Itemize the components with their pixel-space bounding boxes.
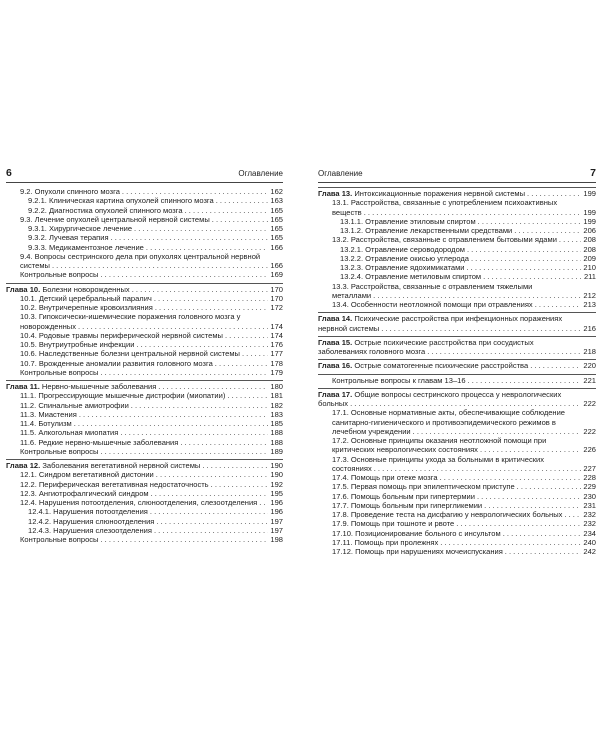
entry-text: 13.1.2. Отравление лекарственными средствами bbox=[340, 226, 513, 235]
entry-text: 12.2. Периферическая вегетативная недостаточность bbox=[20, 479, 209, 489]
toc-page-number: 197 bbox=[270, 525, 283, 535]
toc-entry-title bbox=[340, 254, 596, 263]
toc-entry-title bbox=[332, 408, 596, 436]
entry-text: 17.2. Основные принципы оказания неотложной помощи при критических неврологических состояниях bbox=[332, 436, 547, 455]
toc-entry-title bbox=[6, 461, 283, 470]
toc-entry bbox=[6, 294, 283, 303]
entry-text: 11.4. Ботулизм bbox=[20, 419, 72, 428]
toc-page-number: 206 bbox=[583, 226, 596, 235]
toc-entry-title bbox=[20, 535, 283, 544]
right-page-header bbox=[318, 166, 596, 183]
entry-text: 17.5. Первая помощь при эпилептическом приступе bbox=[332, 482, 515, 492]
toc-entry-title bbox=[332, 198, 596, 217]
toc-entry bbox=[6, 349, 283, 358]
entry-text: 10.6. Наследственные болезни центральной нервной системы bbox=[20, 349, 240, 359]
entry-text: Психические расстройства при инфекционных поражениях нервной системы bbox=[318, 314, 563, 333]
toc-entry bbox=[318, 226, 596, 235]
toc-page-number: 209 bbox=[583, 253, 596, 263]
toc-entry bbox=[318, 235, 596, 244]
entry-text: 10.7. Врожденные аномалии развития головного мозга bbox=[20, 358, 213, 368]
toc-page-number: 163 bbox=[270, 196, 283, 206]
toc-entry-title bbox=[20, 498, 283, 507]
toc-entry-title bbox=[28, 196, 283, 205]
toc-entry-title bbox=[20, 391, 283, 400]
right-running-title: Оглавление bbox=[318, 169, 363, 178]
chapter-label: Глава 13. bbox=[318, 189, 353, 198]
toc-page-number: 208 bbox=[583, 244, 596, 254]
entry-text: 12.4.2. Нарушения слюноотделения bbox=[28, 516, 155, 526]
toc-entry bbox=[6, 507, 283, 516]
toc-entry-title bbox=[332, 436, 596, 455]
toc-entry bbox=[318, 217, 596, 226]
toc-entry-title bbox=[20, 447, 283, 456]
toc-entry-title bbox=[332, 501, 596, 510]
toc-page-number: 174 bbox=[270, 330, 283, 340]
toc-entry bbox=[318, 272, 596, 281]
toc-page-number: 196 bbox=[270, 498, 283, 507]
toc-entry-title bbox=[20, 401, 283, 410]
toc-entry bbox=[318, 282, 596, 301]
toc-page-number: 188 bbox=[270, 428, 283, 438]
toc-page-number: 212 bbox=[583, 290, 596, 300]
toc-entry bbox=[318, 510, 596, 519]
chapter-label: Глава 16. bbox=[318, 361, 353, 371]
right-toc-list bbox=[318, 187, 596, 556]
toc-page-number: 232 bbox=[583, 510, 596, 519]
entry-text: 13.2.2. Отравление окисью углерода bbox=[340, 253, 469, 263]
toc-page-number: 218 bbox=[583, 347, 596, 356]
entry-text: 11.2. Спинальные амиотрофии bbox=[20, 400, 129, 410]
toc-entry bbox=[6, 368, 283, 377]
toc-entry bbox=[318, 538, 596, 547]
toc-entry-title bbox=[332, 455, 596, 474]
toc-page-number: 166 bbox=[270, 242, 283, 252]
toc-page-number: 177 bbox=[270, 349, 283, 359]
toc-entry bbox=[6, 438, 283, 447]
entry-text: Болезни новорожденных bbox=[42, 284, 130, 294]
toc-entry bbox=[6, 359, 283, 368]
toc-chapter-entry bbox=[318, 312, 596, 333]
toc-entry bbox=[6, 498, 283, 507]
toc-entry-title bbox=[28, 526, 283, 535]
chapter-label: Глава 15. bbox=[318, 337, 353, 347]
entry-text: 12.1. Синдром вегетативной дистонии bbox=[20, 470, 154, 480]
toc-page-number: 213 bbox=[583, 300, 596, 309]
toc-entry-title bbox=[332, 473, 596, 482]
toc-entry-title bbox=[332, 235, 596, 244]
toc-entry-title bbox=[20, 359, 283, 368]
toc-page-number: 234 bbox=[583, 528, 596, 538]
toc-page-number: 165 bbox=[270, 233, 283, 243]
entry-text: 17.11. Помощь при пролежнях bbox=[332, 537, 439, 547]
toc-chapter-entry bbox=[6, 283, 283, 294]
toc-page-number: 192 bbox=[270, 479, 283, 489]
entry-text: 17.9. Помощь при тошноте и рвоте bbox=[332, 519, 455, 529]
toc-entry-title bbox=[318, 314, 596, 333]
toc-entry-title bbox=[28, 507, 283, 516]
toc-entry bbox=[6, 470, 283, 479]
entry-text: 13.4. Особенности неотложной помощи при отравлениях bbox=[332, 300, 533, 309]
chapter-label: Глава 11. bbox=[6, 382, 40, 391]
toc-entry bbox=[318, 482, 596, 491]
entry-text: Заболевания вегетативной нервной системы bbox=[42, 461, 201, 470]
toc-page-number: 176 bbox=[270, 340, 283, 349]
toc-entry bbox=[6, 480, 283, 489]
toc-page-number: 199 bbox=[583, 207, 596, 217]
toc-entry-title bbox=[318, 390, 596, 409]
toc-page-number: 188 bbox=[270, 437, 283, 447]
toc-page-number: 242 bbox=[583, 547, 596, 556]
toc-page-number: 190 bbox=[270, 470, 283, 480]
toc-entry bbox=[6, 233, 283, 242]
toc-entry-title bbox=[28, 233, 283, 242]
toc-entry bbox=[6, 206, 283, 215]
entry-text: 17.7. Помощь больным при гипергликемии bbox=[332, 500, 483, 510]
entry-text: 9.3. Лечение опухолей центральной нервной системы bbox=[20, 214, 210, 224]
toc-entry-title bbox=[318, 189, 596, 198]
toc-entry-title bbox=[20, 470, 283, 479]
toc-page-number: 232 bbox=[583, 519, 596, 529]
toc-entry bbox=[318, 198, 596, 217]
toc-entry bbox=[6, 187, 283, 196]
toc-entry bbox=[6, 270, 283, 279]
entry-text: Острые психические расстройства при сосудистых заболеваниях головного мозга bbox=[318, 337, 534, 356]
right-page-number: 7 bbox=[590, 167, 596, 179]
entry-text: Острые соматогенные психические расстройства bbox=[354, 361, 529, 371]
toc-page-number: 211 bbox=[583, 272, 596, 282]
toc-entry-title bbox=[340, 245, 596, 254]
toc-page-number: 178 bbox=[270, 358, 283, 368]
toc-entry bbox=[318, 263, 596, 272]
entry-text: 11.6. Редкие нервно-мышечные заболевания bbox=[20, 437, 179, 447]
entry-text: 9.3.3. Медикаментозное лечение bbox=[28, 242, 144, 252]
toc-entry bbox=[318, 519, 596, 528]
toc-page-number: 174 bbox=[270, 321, 283, 331]
entry-text: 9.2.1. Клиническая картина опухолей спинного мозга bbox=[28, 196, 214, 206]
toc-entry bbox=[6, 215, 283, 224]
toc-chapter-entry bbox=[318, 388, 596, 409]
entry-text: Контрольные вопросы bbox=[20, 535, 99, 544]
toc-entry-title bbox=[20, 187, 283, 196]
left-page-number: 6 bbox=[6, 167, 12, 179]
toc-entry-title bbox=[20, 489, 283, 498]
toc-chapter-entry bbox=[6, 459, 283, 470]
entry-text: Контрольные вопросы к главам 13–16 bbox=[332, 375, 466, 385]
toc-chapter-entry bbox=[318, 359, 596, 370]
toc-entry-title bbox=[20, 252, 283, 271]
toc-entry bbox=[6, 535, 283, 544]
toc-entry-title bbox=[28, 206, 283, 215]
toc-entry-title bbox=[318, 338, 596, 357]
toc-entry bbox=[318, 245, 596, 254]
entry-text: 9.3.1. Хирургическое лечение bbox=[28, 224, 133, 233]
toc-entry bbox=[6, 303, 283, 312]
toc-page-number: 162 bbox=[270, 187, 283, 196]
entry-text: 13.3. Расстройства, связанные с отравлением тяжелыми металлами bbox=[332, 281, 533, 300]
entry-text: 9.3.2. Лучевая терапия bbox=[28, 233, 109, 243]
toc-entry-title bbox=[318, 361, 596, 370]
toc-chapter-entry bbox=[6, 380, 283, 391]
toc-entry bbox=[6, 224, 283, 233]
toc-entry bbox=[6, 489, 283, 498]
toc-entry-title bbox=[332, 538, 596, 547]
toc-entry-title bbox=[332, 376, 596, 385]
toc-entry bbox=[318, 529, 596, 538]
toc-entry-title bbox=[340, 272, 596, 281]
toc-entry bbox=[318, 300, 596, 309]
toc-entry bbox=[6, 517, 283, 526]
toc-entry-title bbox=[20, 215, 283, 224]
toc-page-number: 198 bbox=[270, 535, 283, 544]
toc-entry bbox=[318, 473, 596, 482]
toc-entry-title bbox=[332, 282, 596, 301]
entry-text: 10.1. Детский церебральный паралич bbox=[20, 293, 152, 303]
toc-entry bbox=[318, 455, 596, 474]
entry-text: 12.4.3. Нарушения слезоотделения bbox=[28, 525, 152, 535]
toc-entry bbox=[318, 408, 596, 436]
entry-text: 10.2. Внутричерепные кровоизлияния bbox=[20, 303, 153, 312]
chapter-label: Глава 17. bbox=[318, 389, 353, 399]
toc-page-number: 165 bbox=[270, 224, 283, 233]
entry-text: 13.2.3. Отравление ядохимикатами bbox=[340, 263, 465, 272]
left-running-title: Оглавление bbox=[238, 169, 283, 178]
toc-entry bbox=[318, 254, 596, 263]
entry-text: Контрольные вопросы bbox=[20, 446, 99, 456]
toc-page-number: 222 bbox=[583, 426, 596, 436]
toc-entry-title bbox=[340, 226, 596, 235]
toc-page-number: 226 bbox=[583, 445, 596, 455]
toc-entry bbox=[6, 196, 283, 205]
toc-page-number: 196 bbox=[270, 507, 283, 517]
entry-text: 12.3. Ангиотрофалгический синдром bbox=[20, 488, 149, 498]
toc-page-number: 228 bbox=[583, 473, 596, 482]
toc-entry-title bbox=[20, 270, 283, 279]
toc-entry-title bbox=[332, 529, 596, 538]
entry-text: 13.1. Расстройства, связанные с употреблением психоактивных веществ bbox=[332, 198, 558, 217]
entry-text: 17.3. Основные принципы ухода за больными в критических состояниях bbox=[332, 454, 545, 473]
entry-text: 17.8. Проведение теста на дисфагию у неврологических больных bbox=[332, 510, 563, 519]
entry-text: 9.2. Опухоли спинного мозга bbox=[20, 187, 120, 196]
toc-entry-title bbox=[20, 368, 283, 377]
chapter-label: Глава 12. bbox=[6, 461, 41, 470]
toc-entry bbox=[6, 419, 283, 428]
entry-text: 13.2.4. Отравление метиловым спиртом bbox=[340, 272, 482, 282]
entry-text: 13.2. Расстройства, связанные с отравлением бытовыми ядами bbox=[332, 235, 557, 245]
toc-entry-title bbox=[332, 492, 596, 501]
entry-text: 12.4. Нарушения потоотделения, слюноотделения, слезоотделения bbox=[20, 498, 258, 507]
toc-entry bbox=[6, 410, 283, 419]
toc-page-number: 227 bbox=[583, 463, 596, 473]
chapter-label: Глава 10. bbox=[6, 284, 41, 294]
toc-entry-title bbox=[20, 480, 283, 489]
toc-entry-title bbox=[6, 382, 283, 391]
toc-entry-title bbox=[20, 410, 283, 419]
toc-page-number: 220 bbox=[583, 361, 596, 371]
toc-entry-title bbox=[6, 285, 283, 294]
entry-text: 10.5. Внутриутробные инфекции bbox=[20, 340, 135, 349]
toc-entry-title bbox=[332, 519, 596, 528]
left-toc-list bbox=[6, 187, 283, 544]
toc-page-number: 222 bbox=[583, 399, 596, 408]
toc-page-number: 183 bbox=[270, 409, 283, 419]
toc-entry-title bbox=[28, 243, 283, 252]
entry-text: 9.4. Вопросы сестринского дела при опухолях центральной нервной системы bbox=[20, 251, 261, 270]
toc-entry bbox=[6, 340, 283, 349]
toc-page-number: 170 bbox=[270, 284, 283, 294]
toc-page-number: 199 bbox=[583, 216, 596, 226]
entry-text: 9.2.2. Диагностика опухолей спинного мозга bbox=[28, 205, 183, 215]
chapter-label: Глава 14. bbox=[318, 314, 353, 324]
toc-entry-title bbox=[20, 428, 283, 437]
toc-entry-title bbox=[20, 312, 283, 331]
entry-text: 11.1. Прогрессирующие мышечные дистрофии (миопатии) bbox=[20, 391, 226, 401]
toc-entry bbox=[6, 331, 283, 340]
left-page-header bbox=[6, 166, 283, 183]
toc-entry bbox=[6, 312, 283, 331]
toc-entry-title bbox=[20, 331, 283, 340]
toc-entry-title bbox=[28, 224, 283, 233]
toc-page-number: 208 bbox=[583, 235, 596, 245]
entry-text: 17.1. Основные нормативные акты, обеспечивающие соблюдение санитарно-гигиенического и противоэпидемического режимов в лечебном учреждении bbox=[332, 408, 565, 436]
toc-chapter-entry bbox=[318, 336, 596, 357]
toc-page-number: 189 bbox=[270, 446, 283, 456]
entry-text: 11.5. Алкогольная миопатия bbox=[20, 428, 119, 438]
entry-text: 11.3. Миастения bbox=[20, 409, 77, 419]
toc-page-number: 165 bbox=[270, 214, 283, 224]
toc-page-number: 230 bbox=[583, 491, 596, 501]
toc-entry bbox=[6, 252, 283, 271]
toc-page-number: 199 bbox=[583, 189, 596, 198]
toc-entry bbox=[6, 391, 283, 400]
toc-page-number: 210 bbox=[583, 263, 596, 272]
toc-page-number: 185 bbox=[270, 419, 283, 428]
toc-entry bbox=[318, 501, 596, 510]
toc-page-number: 172 bbox=[270, 303, 283, 312]
toc-page-number: 216 bbox=[583, 323, 596, 333]
entry-text: 13.1.1. Отравление этиловым спиртом bbox=[340, 216, 476, 226]
toc-entry-title bbox=[340, 217, 596, 226]
toc-entry bbox=[6, 447, 283, 456]
toc-page-number: 231 bbox=[583, 500, 596, 510]
toc-entry-title bbox=[20, 419, 283, 428]
toc-entry-title bbox=[20, 438, 283, 447]
toc-page-number: 197 bbox=[270, 516, 283, 526]
toc-page-number: 221 bbox=[583, 375, 596, 385]
toc-entry bbox=[318, 547, 596, 556]
toc-page-number: 166 bbox=[270, 261, 283, 270]
entry-text: Общие вопросы сестринского процесса у неврологических больных bbox=[318, 389, 562, 408]
right-page bbox=[318, 166, 596, 726]
entry-text: 17.4. Помощь при отеке мозга bbox=[332, 473, 438, 482]
toc-entry-title bbox=[20, 294, 283, 303]
entry-text: 17.10. Позиционирование больного с инсультом bbox=[332, 528, 501, 538]
toc-entry bbox=[318, 374, 596, 385]
entry-text: Контрольные вопросы bbox=[20, 367, 99, 377]
entry-text: 13.2.1. Отравление сероводородом bbox=[340, 244, 465, 254]
toc-page-number: 165 bbox=[270, 205, 283, 215]
toc-entry bbox=[6, 428, 283, 437]
toc-entry-title bbox=[20, 340, 283, 349]
toc-entry bbox=[6, 243, 283, 252]
toc-entry-title bbox=[332, 547, 596, 556]
toc-entry-title bbox=[332, 300, 596, 309]
entry-text: 12.4.1. Нарушения потоотделения bbox=[28, 507, 148, 517]
toc-page-number: 240 bbox=[583, 537, 596, 547]
entry-text: 17.12. Помощь при нарушениях мочеиспускания bbox=[332, 547, 503, 556]
toc-entry bbox=[6, 526, 283, 535]
toc-entry-title bbox=[340, 263, 596, 272]
toc-page-number: 179 bbox=[270, 367, 283, 377]
entry-text: Контрольные вопросы bbox=[20, 270, 99, 280]
toc-entry-title bbox=[332, 510, 596, 519]
toc-page-number: 229 bbox=[583, 482, 596, 492]
toc-page-number: 181 bbox=[270, 391, 283, 401]
toc-page-number: 195 bbox=[270, 488, 283, 498]
toc-entry bbox=[318, 436, 596, 455]
entry-text: 10.3. Гипоксически-ишемические поражения головного мозга у новорожденных bbox=[20, 312, 241, 331]
entry-text: Нервно-мышечные заболевания bbox=[41, 382, 157, 391]
entry-text: 17.6. Помощь больным при гипертермии bbox=[332, 491, 475, 501]
toc-page-number: 190 bbox=[270, 461, 283, 470]
entry-text: Интоксикационные поражения нервной системы bbox=[354, 189, 526, 198]
toc-entry-title bbox=[28, 517, 283, 526]
toc-entry-title bbox=[20, 349, 283, 358]
toc-entry-title bbox=[20, 303, 283, 312]
toc-page-number: 182 bbox=[270, 400, 283, 410]
toc-entry bbox=[6, 401, 283, 410]
toc-page-number: 169 bbox=[270, 270, 283, 280]
toc-entry-title bbox=[332, 482, 596, 491]
left-page bbox=[6, 166, 283, 726]
entry-text: 10.4. Родовые травмы периферической нервной системы bbox=[20, 330, 223, 340]
toc-page-number: 180 bbox=[270, 382, 283, 391]
toc-chapter-entry bbox=[318, 187, 596, 198]
toc-page-number: 170 bbox=[270, 293, 283, 303]
toc-entry bbox=[318, 492, 596, 501]
